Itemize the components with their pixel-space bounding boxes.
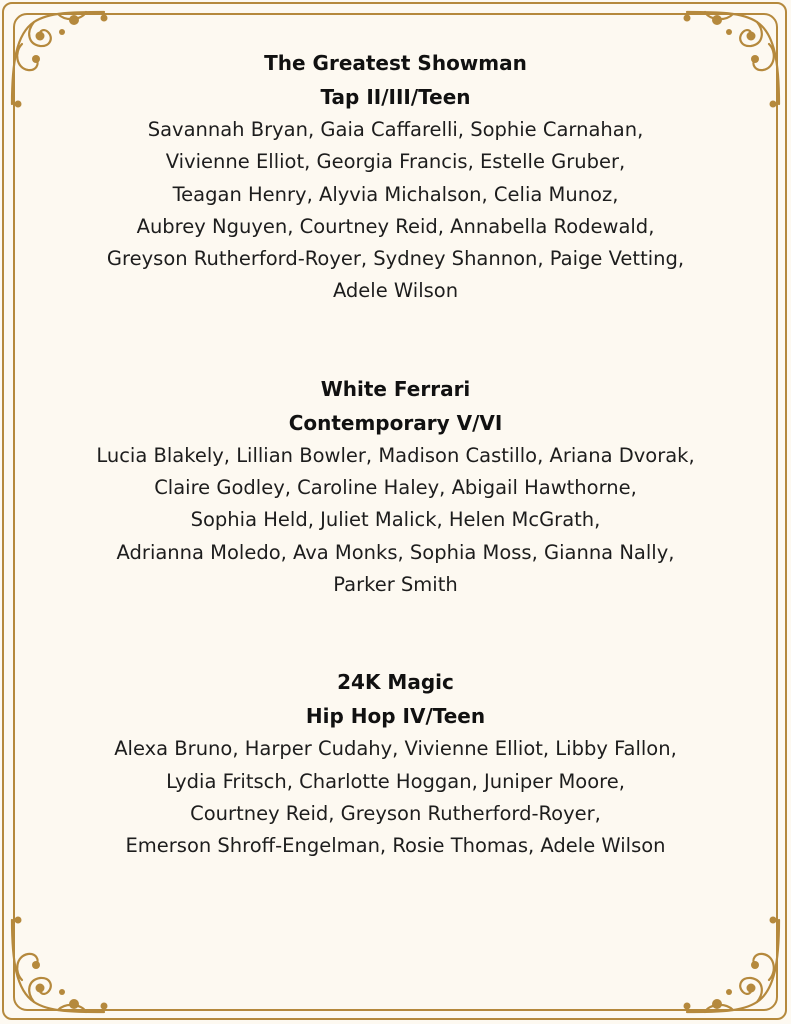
dancer-names <box>40 733 751 862</box>
dancer-names-line: Teagan Henry, Alyvia Michalson, Celia Munoz, <box>172 182 619 206</box>
dancer-names-line: Vivienne Elliot, Georgia Francis, Estelle Gruber, <box>165 150 626 174</box>
dancer-names-line: Lucia Blakely, Lillian Bowler, Madison Castillo, Ariana Dvorak, <box>96 443 695 467</box>
filigree-scroll-icon <box>4 910 114 1020</box>
dancer-names-line: Claire Godley, Caroline Haley, Abigail Hawthorne, <box>154 476 637 500</box>
program-content <box>40 46 751 926</box>
routine-section <box>40 665 751 862</box>
dancer-names <box>40 114 751 308</box>
dancer-names <box>40 440 751 601</box>
dancer-names-line: Parker Smith <box>333 572 458 596</box>
dancer-names-line: Adrianna Moledo, Ava Monks, Sophia Moss, Gianna Nally, <box>116 540 675 564</box>
dancer-names-line: Sophia Held, Juliet Malick, Helen McGrath, <box>190 508 601 532</box>
class-name: Tap II/III/Teen <box>320 85 471 109</box>
filigree-scroll-icon <box>677 910 787 1020</box>
dancer-names-line: Greyson Rutherford-Royer, Sydney Shannon, Paige Vetting, <box>106 247 685 271</box>
dancer-names-line: Aubrey Nguyen, Courtney Reid, Annabella Rodewald, <box>136 214 655 238</box>
song-title: 24K Magic <box>337 670 454 695</box>
routine-section <box>40 46 751 308</box>
dancer-names-line: Alexa Bruno, Harper Cudahy, Vivienne Elliot, Libby Fallon, <box>114 737 677 761</box>
song-title: The Greatest Showman <box>264 51 527 75</box>
class-name: Hip Hop IV/Teen <box>305 704 486 729</box>
class-name: Contemporary V/VI <box>288 410 503 435</box>
dancer-names-line: Emerson Shroff-Engelman, Rosie Thomas, Adele Wilson <box>125 834 666 858</box>
routine-section <box>40 372 751 601</box>
dancer-names-line: Lydia Fritsch, Charlotte Hoggan, Juniper Moore, <box>166 769 625 793</box>
song-title: White Ferrari <box>320 376 471 401</box>
dancer-names-line: Adele Wilson <box>332 279 459 303</box>
dancer-names-line: Courtney Reid, Greyson Rutherford-Royer, <box>190 801 601 825</box>
dancer-names-line: Savannah Bryan, Gaia Caffarelli, Sophie Carnahan, <box>147 118 644 141</box>
